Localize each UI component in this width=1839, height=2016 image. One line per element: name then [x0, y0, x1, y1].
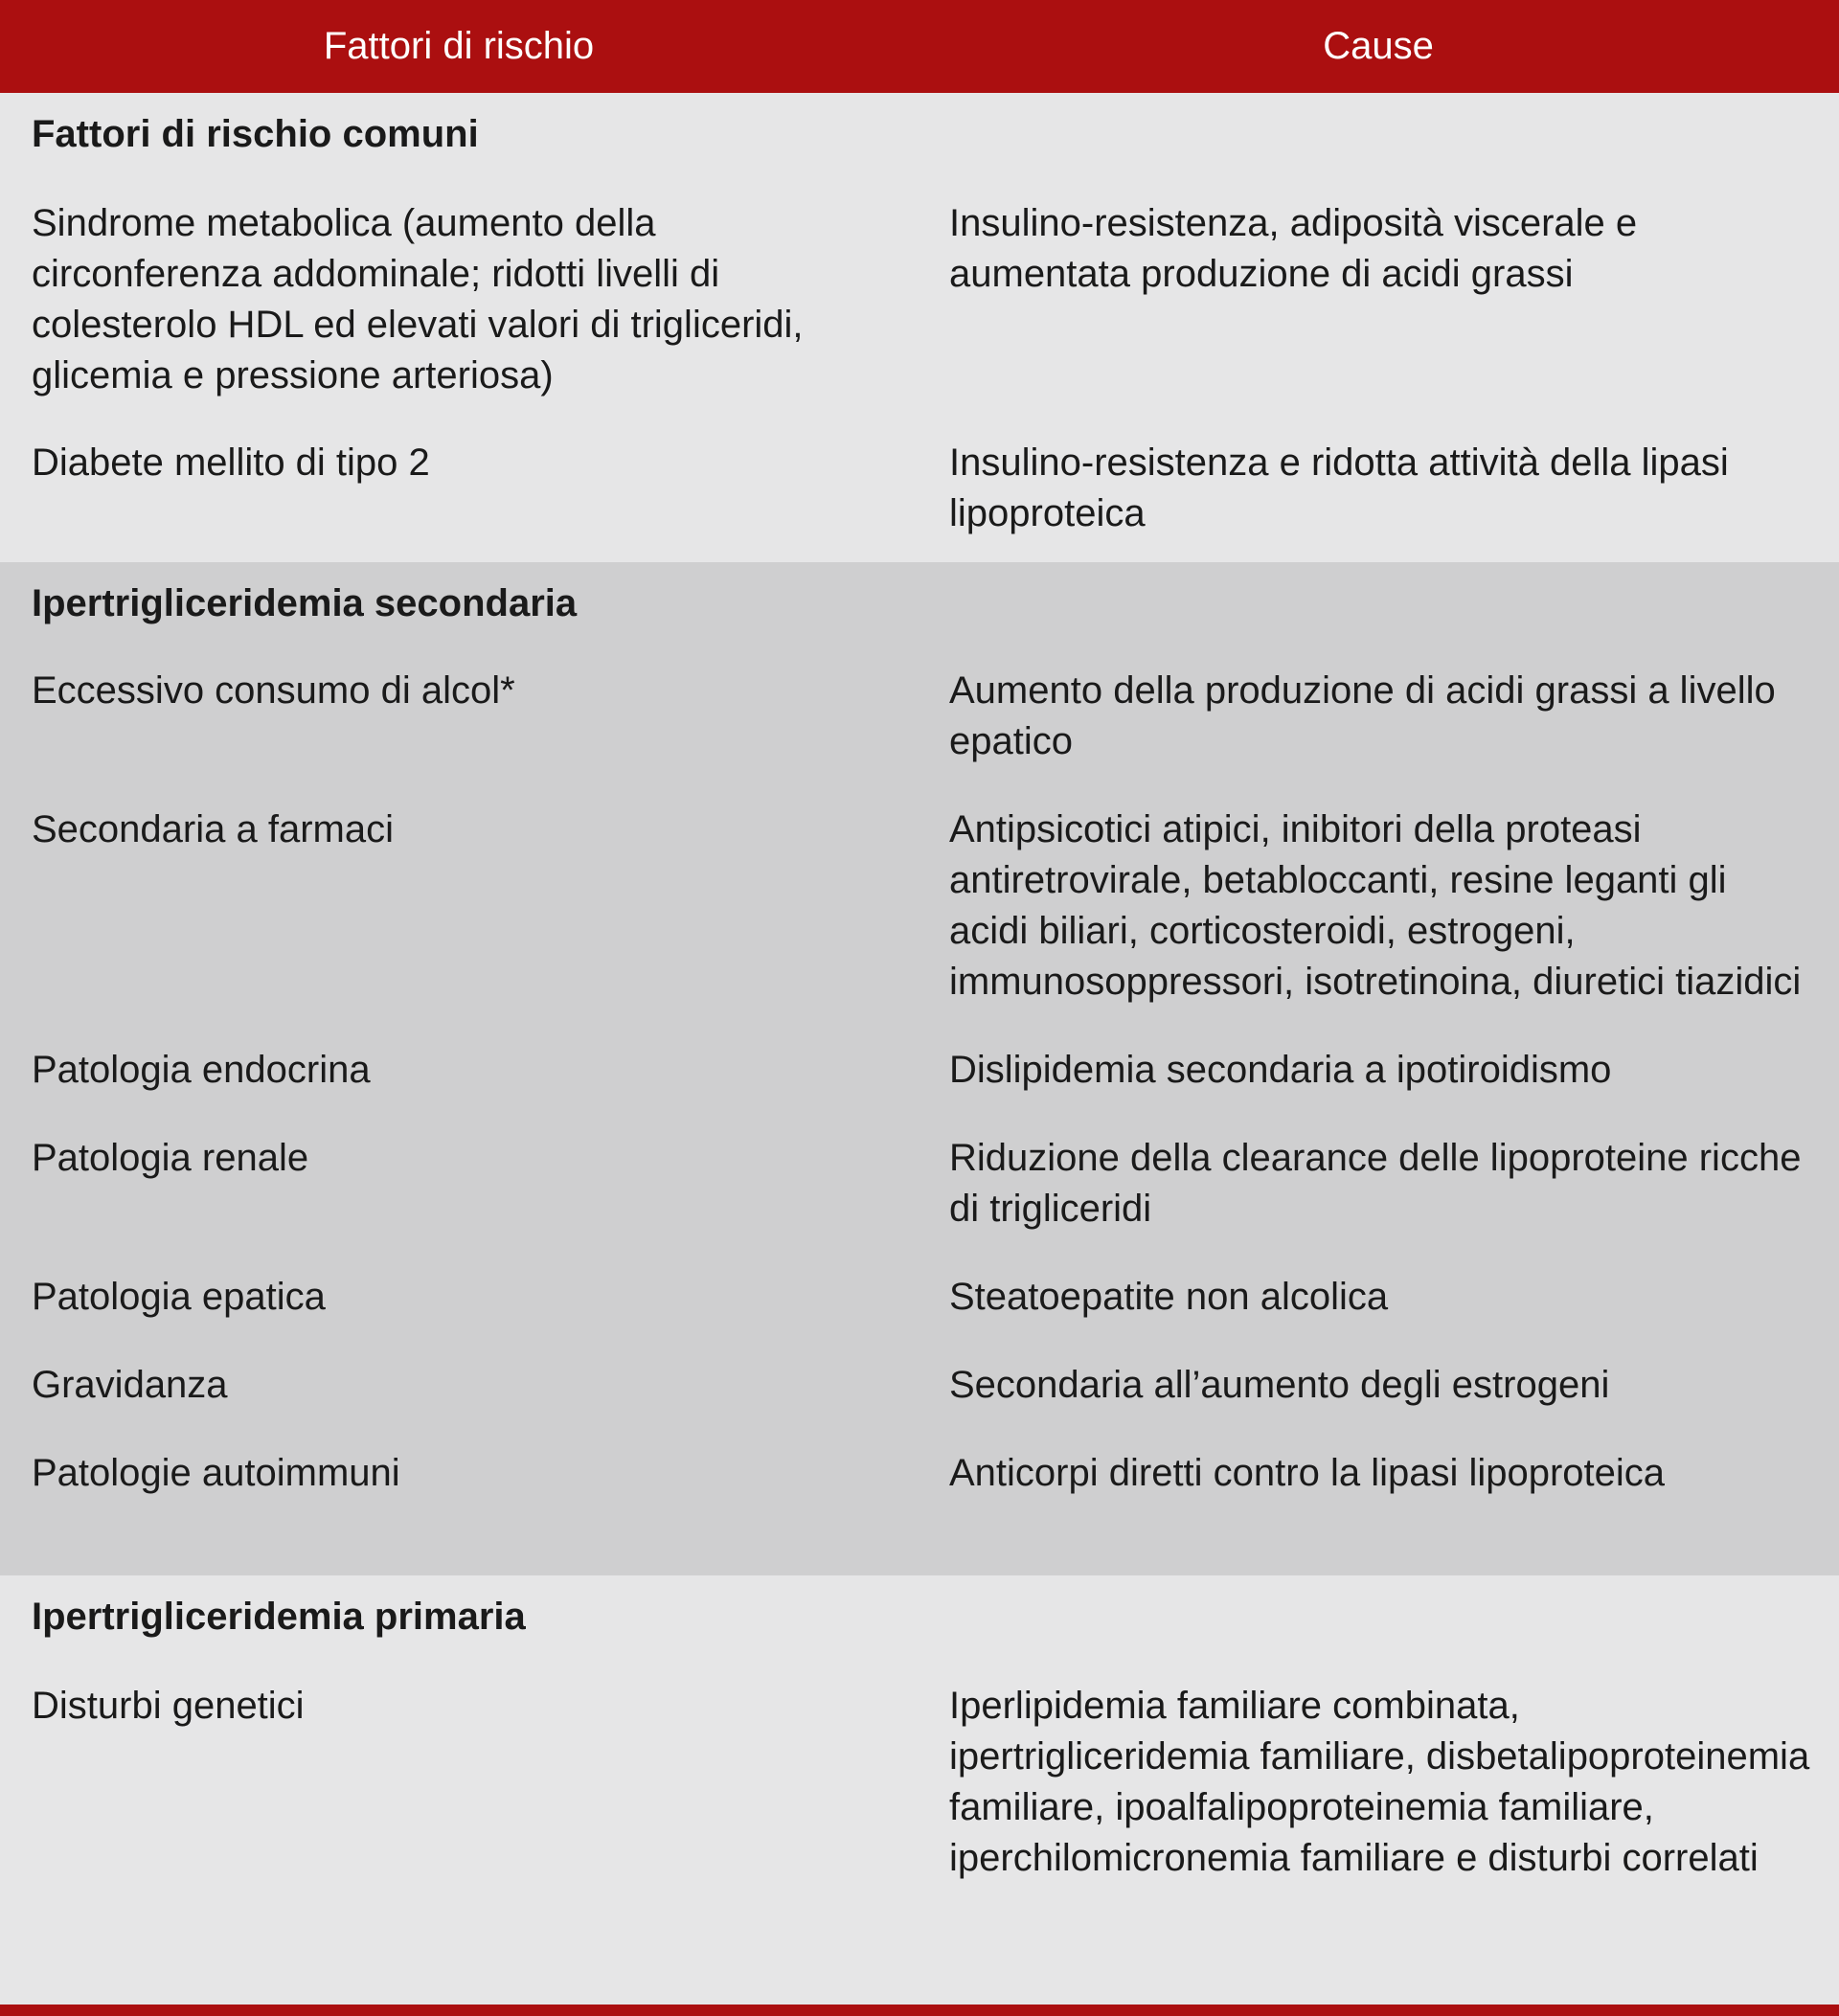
cause-cell: Antipsicotici atipici, inibitori della proteasi antiretrovirale, betabloccanti, resine leganti gli acidi biliari, corticosteroidi, estrogeni, immunosoppressori, isotretinoina, diuretici tiazidici [949, 808, 1802, 1003]
table-row [0, 1448, 1839, 1499]
risk-factor-cell: Diabete mellito di tipo 2 [32, 442, 430, 484]
cause-cell: Insulino-resistenza e ridotta attività della lipasi lipoproteica [949, 442, 1729, 534]
cause-cell: Iperlipidemia familiare combinata, ipertrigliceridemia familiare, disbetalipoproteinemia familiare, ipoalfalipoproteinemia familiare, iperchilomicronemia familiare e disturbi correlati [949, 1685, 1810, 1879]
risk-factor-cell: Eccessivo consumo di alcol* [32, 669, 515, 712]
table-row [0, 1133, 1839, 1235]
cause-cell: Dislipidemia secondaria a ipotiroidismo [949, 1049, 1612, 1091]
table-row [0, 666, 1839, 767]
risk-factor-cell: Gravidanza [32, 1364, 228, 1406]
section-primary-hypertriglyceridemia [0, 1575, 1839, 2005]
section-title: Ipertrigliceridemia secondaria [32, 582, 578, 624]
table-row [0, 1045, 1839, 1096]
risk-factor-cell: Secondaria a farmaci [32, 808, 394, 850]
cause-cell: Aumento della produzione di acidi grassi a livello epatico [949, 669, 1776, 762]
cause-cell: Insulino-resistenza, adiposità viscerale e aumentata produzione di acidi grassi [949, 202, 1638, 295]
risk-factor-cell: Patologia renale [32, 1137, 309, 1179]
risk-factor-cell: Patologie autoimmuni [32, 1452, 400, 1494]
table-row [0, 438, 1839, 539]
cause-cell: Anticorpi diretti contro la lipasi lipoproteica [949, 1452, 1666, 1494]
table-row [0, 804, 1839, 1008]
risk-factor-cell: Sindrome metabolica (aumento della circonferenza addominale; ridotti livelli di colesterolo HDL ed elevati valori di trigliceridi, glicemia e pressione arteriosa) [32, 202, 804, 396]
table-row [0, 198, 1839, 401]
table-row [0, 1272, 1839, 1323]
cause-cell: Steatoepatite non alcolica [949, 1276, 1389, 1318]
section-common-risk-factors [0, 93, 1839, 562]
section-title: Fattori di rischio comuni [32, 113, 479, 155]
header-causes: Cause [1323, 25, 1434, 67]
table-header [0, 0, 1839, 93]
section-secondary-hypertriglyceridemia [0, 562, 1839, 1575]
bottom-rule [0, 2005, 1839, 2016]
cause-cell: Riduzione della clearance delle lipoproteine ricche di trigliceridi [949, 1137, 1802, 1230]
cause-cell: Secondaria all’aumento degli estrogeni [949, 1364, 1610, 1406]
table-row [0, 1681, 1839, 1884]
risk-factor-cell: Patologia endocrina [32, 1049, 371, 1091]
risk-factor-cell: Patologia epatica [32, 1276, 326, 1318]
risk-factor-cell: Disturbi genetici [32, 1685, 305, 1727]
header-risk-factors: Fattori di rischio [323, 25, 595, 67]
section-title: Ipertrigliceridemia primaria [32, 1596, 526, 1638]
table-row [0, 1360, 1839, 1411]
